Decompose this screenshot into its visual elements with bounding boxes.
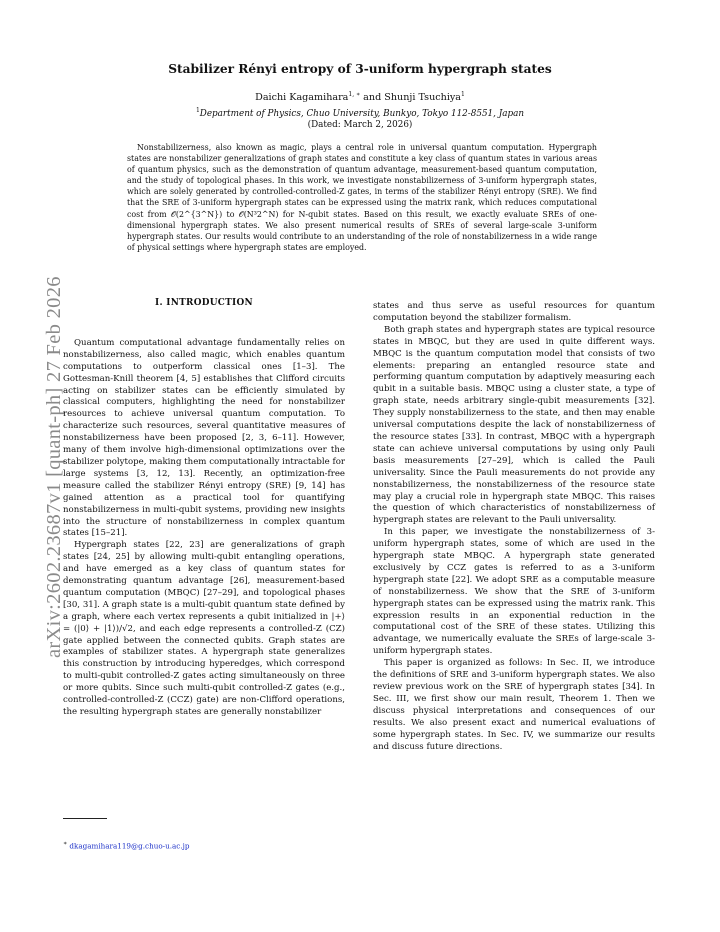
affiliation: [0, 107, 720, 119]
author-1-mark: 1, ∗: [348, 91, 361, 98]
intro-paragraph-3: Both graph states and hypergraph states are typical resource states in MBQC, but they are used in quite different ways. MBQC is the quantum computation model that consists of two elements: preparing an entangled resource state and performing quantum computation by adaptively measuring each qubit in a suitable basis. MBQC using a cluster state, a type of graph state, needs arbitrary single-qubit measurements [32]. They supply nonstabilizerness to the state, and then may enable universal computations despite the lack of nonstabilizerness of the resource states [33]. In contrast, MBQC with a hypergraph state can achieve universal computations by using only Pauli basis measurements [27–29], which is called the Pauli universality. Since the Pauli measurements do not provide any nonstabilizerness, the nonstabilizerness of the resource state may play a crucial role in hypergraph state MBQC. This raises the question of which characteristics of nonstabilizerness of hypergraph states are relevant to the Pauli universality.: [373, 324, 655, 526]
abstract: Nonstabilizerness, also known as magic, plays a central role in universal quantum computation. Hypergraph states are nonstabilizer generalizations of graph states and constitute a key class of quantum states in various areas of quantum physics, such as the demonstration of quantum advantage, measurement-based quantum computation, and the study of topological phases. In this work, we investigate nonstabilizerness of 3-uniform hypergraph states, which are solely generated by controlled-controlled-Z gates, in terms of the stabilizer Rényi entropy (SRE). We find that the SRE of 3-uniform hypergraph states can be expressed using the matrix rank, which reduces computational cost from 𝒪(2^{3^N}) to 𝒪(N³2^N) for N-qubit states. Based on this result, we exactly evaluate SREs of one-dimensional hypergraph states. We also present numerical results of SREs of several large-scale 3-uniform hypergraph states. Our results would contribute to an understanding of the role of nonstabilizerness in a wide range of physical settings where hypergraph states are employed.: [127, 143, 597, 252]
intro-paragraph-5: This paper is organized as follows: In Sec. II, we introduce the definitions of SRE and 3-uniform hypergraph states. We also review previous work on the SRE of hypergraph states [34]. In Sec. III, we first show our main result, Theorem 1. Then we discuss physical interpretations and consequences of our results. We also present exact and numerical evaluations of some hypergraph states. In Sec. IV, we summarize our results and discuss future directions.: [373, 658, 655, 752]
intro-paragraph-continued: states and thus serve as useful resources for quantum computation beyond the stabilizer formalism.: [373, 301, 655, 323]
affiliation-mark: 1: [195, 107, 200, 114]
author-line: [0, 91, 720, 103]
date-line: (Dated: March 2, 2026): [307, 120, 413, 130]
footnote-rule: [63, 818, 107, 819]
author-separator: and: [360, 92, 385, 104]
footnote-mark: ∗: [63, 840, 68, 847]
footnote-email-link[interactable]: dkagamihara119@g.chuo-u.ac.jp: [69, 841, 190, 851]
paper-title: Stabilizer Rényi entropy of 3-uniform hypergraph states: [168, 62, 552, 76]
left-column: [63, 298, 345, 719]
arxiv-stamp: arXiv:2602.23687v1 [quant-ph] 27 Feb 2026: [43, 276, 65, 658]
intro-paragraph-2: Hypergraph states [22, 23] are generalizations of graph states [24, 25] by allowing multi-qubit entangling operations, and have emerged as a key class of quantum states for demonstrating quantum advantage [26], measurement-based quantum computation (MBQC) [27–29], and topological phases [30, 31]. A graph state is a multi-qubit quantum state defined by a graph, where each vertex represents a qubit initialized in |+⟩ = (|0⟩ + |1⟩)/√2, and each edge represents a controlled-Z (CZ) gate applied between the connected qubits. Graph states are examples of stabilizer states. A hypergraph state generalizes this construction by introducing hyperedges, which correspond to multi-qubit controlled-Z gates acting simultaneously on three or more qubits. Since such multi-qubit controlled-Z gates (e.g., controlled-controlled-Z (CCZ) gate) are non-Clifford operations, the resulting hypergraph states are generally nonstabilizer: [63, 540, 345, 717]
author-2: Shunji Tsuchiya: [384, 92, 462, 104]
intro-paragraph-1: Quantum computational advantage fundamentally relies on nonstabilizerness, also called magic, which enables quantum computations to outperform classical ones [1–3]. The Gottesman-Knill theorem [4, 5] establishes that Clifford circuits acting on stabilizer states can be efficiently simulated by classical computers, highlighting the need for nonstabilizer resources to achieve universal quantum computation. To characterize such resources, several quantitative measures of nonstabilizerness have been proposed [2, 3, 6–11]. However, many of them involve high-dimensional optimizations over the stabilizer polytope, making them computationally intractable for large systems [3, 12, 13]. Recently, an optimization-free measure called the stabilizer Rényi entropy (SRE) [9, 14] has gained attention as a practical tool for quantifying nonstabilizerness in multi-qubit systems, providing new insights into the structure of nonstabilizerness in complex quantum states [15–21].: [63, 337, 345, 539]
footnote: [63, 840, 189, 850]
affiliation-text: Department of Physics, Chuo University, Bunkyo, Tokyo 112-8551, Japan: [199, 108, 525, 119]
right-column: [373, 301, 655, 753]
author-1: Daichi Kagamihara: [255, 92, 349, 104]
author-2-mark: 1: [461, 91, 465, 98]
section-heading: I. INTRODUCTION: [155, 298, 253, 308]
intro-paragraph-4: In this paper, we investigate the nonstabilizerness of 3-uniform hypergraph states, some of which are used in the hypergraph state MBQC. A hypergraph state generated exclusively by CCZ gates is referred to as a 3-uniform hypergraph state [22]. We adopt SRE as a computable measure of nonstabilizerness. We show that the SRE of 3-uniform hypergraph states can be expressed using the matrix rank. This expression results in an exponential reduction in the computational cost of the SRE of these states. Utilizing this advantage, we numerically evaluate the SREs of large-scale 3-uniform hypergraph states.: [373, 527, 655, 657]
